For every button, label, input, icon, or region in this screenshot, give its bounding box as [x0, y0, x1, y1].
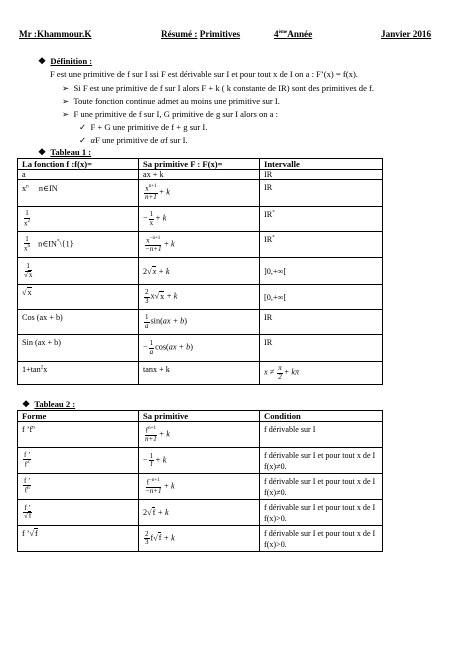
- primitive-cell: [139, 180, 260, 207]
- numerator: π: [278, 364, 282, 373]
- denominator: n+1: [145, 434, 157, 443]
- author-name: Mr :Khammour.K: [19, 29, 92, 39]
- expr-sign: −: [143, 213, 148, 223]
- primitive-cell: [139, 474, 260, 500]
- condition-cell: f dérivable sur I et pour tout x de I f(x)≠0.: [260, 474, 383, 500]
- form-cell: [18, 448, 139, 474]
- denominator-exponent: n: [27, 486, 30, 492]
- interval-text: IR: [264, 210, 273, 219]
- expr-tail: + k: [163, 481, 175, 491]
- interval-exponent: *: [272, 235, 275, 241]
- condition-tail: \{1}: [59, 239, 74, 249]
- numerator: 1: [25, 209, 29, 218]
- denominator: a: [149, 347, 154, 356]
- arrow-icon: ➢: [62, 83, 70, 93]
- table-row: [18, 362, 383, 385]
- expr-exponent: 2: [40, 365, 44, 371]
- radicand: x: [27, 288, 32, 297]
- expr-tail: + k: [158, 429, 170, 439]
- numerator: 1: [149, 339, 154, 348]
- condition-cell: f dérivable sur I et pour tout x de I f(x)>0.: [260, 526, 383, 552]
- expr-base: x: [22, 184, 27, 193]
- radicand: f: [152, 508, 156, 517]
- radicand: f: [158, 533, 162, 543]
- summary-title: [161, 30, 240, 39]
- denominator-radicand: x: [28, 270, 33, 279]
- numerator: 1: [149, 451, 154, 460]
- coefficient: 2: [143, 508, 148, 517]
- subpoint-1-text: F + G une primitive de f + g sur I.: [90, 122, 208, 132]
- interval-cell: IR: [260, 310, 383, 335]
- primitive-cell: 2√f + k: [139, 500, 260, 526]
- function-cell: [18, 232, 139, 258]
- header-function: La fonction f :f(x)=: [18, 159, 139, 170]
- table-row: [18, 422, 383, 448]
- table2-title: Tableau 2 :: [34, 399, 76, 409]
- point-1-text: Si F est une primitive de f sur I alors F + k ( k constante de IR) sont des primitives de f.: [73, 83, 375, 93]
- diamond-icon: ❖: [38, 147, 47, 157]
- numerator-base: x: [146, 236, 150, 245]
- expr-exponent: n: [26, 184, 29, 190]
- function-cell: √x: [18, 285, 139, 310]
- condition-cell: f dérivable sur I: [260, 422, 383, 448]
- year-word: Année: [287, 29, 313, 40]
- alpha-symbol: α: [160, 135, 165, 145]
- table-row: [18, 448, 383, 474]
- expr-tail: + k: [163, 533, 175, 543]
- table1-heading: [38, 148, 91, 157]
- condition-cell: f dérivable sur I et pour tout x de I f(x)≠0.: [260, 448, 383, 474]
- interval-cell: IR: [260, 180, 383, 207]
- table-row: [18, 232, 383, 258]
- numerator: 2: [145, 529, 149, 538]
- interval-exponent: *: [272, 210, 275, 216]
- fraction: [23, 236, 31, 253]
- expr-tail: + k: [166, 291, 178, 301]
- fraction: [23, 478, 31, 495]
- interval-cell: [0,+∞[: [260, 285, 383, 310]
- function-cell: [18, 258, 139, 285]
- denominator-exponent: n: [27, 244, 30, 250]
- check-icon: ✓: [79, 122, 87, 132]
- year-suffix: ème: [278, 30, 288, 35]
- table-row: [18, 500, 383, 526]
- summary-label: Résumé :: [161, 29, 198, 39]
- fraction: [144, 478, 162, 495]
- radicand: x: [160, 291, 165, 301]
- year-number: 4: [274, 29, 279, 40]
- numerator-base: x: [145, 184, 149, 193]
- primitive-cell: [139, 232, 260, 258]
- function-cell: Cos (ax + b): [18, 310, 139, 335]
- interval-cell: IR: [260, 170, 383, 180]
- subpoint-2-tail: f sur I.: [164, 135, 188, 145]
- header-primitive: Sa primitive: [139, 411, 260, 422]
- denominator: f: [150, 460, 153, 468]
- form-base: f ’: [22, 529, 30, 538]
- summary-topic: Primitives: [199, 29, 241, 39]
- primitive-cell: [139, 422, 260, 448]
- fraction: [144, 289, 150, 305]
- table-row: [18, 335, 383, 362]
- table1-title: Tableau 1 :: [50, 147, 92, 157]
- header-form: Forme: [18, 411, 139, 422]
- numerator-exponent: −n+1: [149, 235, 161, 241]
- radicand: x: [152, 266, 157, 276]
- function-cell: a: [18, 170, 139, 180]
- primitive-cell: − $\frac{1}{a}$ cos(ax + b): [139, 335, 260, 362]
- numerator-exponent: −n+1: [149, 477, 160, 483]
- table-row: [18, 526, 383, 552]
- radicand: f: [35, 529, 38, 538]
- point-2-text: Toute fonction continue admet au moins une primitive sur I.: [73, 96, 280, 106]
- numerator: 1: [145, 313, 149, 322]
- denominator: 2: [278, 372, 282, 381]
- interval-cell: [260, 362, 383, 385]
- interval-cell: IR: [260, 335, 383, 362]
- denominator-exponent: 2: [27, 218, 30, 224]
- numerator: 2: [145, 288, 149, 297]
- definition-subpoint-1: [79, 123, 207, 132]
- denominator: −n+1: [145, 486, 162, 495]
- denominator-exponent: 2: [27, 460, 30, 466]
- expr-condition: n∈IN: [38, 184, 58, 193]
- function-argument: ax + b: [162, 316, 185, 326]
- expr-base: 1+tan: [22, 365, 41, 374]
- fraction: $\frac{f ’}{√f}$: [24, 503, 32, 520]
- definition-title: Définition :: [50, 56, 93, 66]
- form-cell: f ’√f: [18, 526, 139, 552]
- interval-text: IR: [264, 235, 273, 244]
- diamond-icon: ❖: [22, 399, 31, 409]
- numerator: 1: [149, 210, 154, 219]
- numerator-exponent: n+1: [148, 184, 157, 190]
- expr-sign: −: [143, 455, 148, 465]
- school-year: [274, 30, 312, 39]
- subpoint-2-text: F une primitive de: [95, 135, 159, 145]
- fraction: $\frac{1}{√x}$: [24, 262, 33, 279]
- denominator-base: x: [24, 244, 28, 253]
- diamond-icon: ❖: [38, 56, 47, 66]
- definition-point-1: [62, 84, 374, 93]
- primitive-cell: ax + k: [139, 170, 260, 180]
- table-header-row: [18, 159, 383, 170]
- definition-subpoint-2: [79, 136, 188, 145]
- interval-tail: + kπ: [283, 367, 300, 377]
- condition-exponent: *: [56, 239, 60, 245]
- header-condition: Condition: [260, 411, 383, 422]
- fraction: [144, 184, 158, 201]
- definition-point-2: [62, 97, 280, 106]
- function-cell: Sin (ax + b): [18, 335, 139, 362]
- fraction: [149, 211, 155, 227]
- arrow-icon: ➢: [62, 109, 70, 119]
- table-row: [18, 310, 383, 335]
- expr-tail: + k: [158, 266, 170, 276]
- coefficient: 2: [143, 266, 148, 276]
- expr-condition: n∈IN: [38, 239, 57, 249]
- fraction: [144, 236, 162, 253]
- primitive-cell: $\frac{2}{3}$ x√x + k: [139, 285, 260, 310]
- expr-tail: x: [43, 365, 48, 374]
- denominator: 3: [145, 538, 149, 546]
- alpha-symbol: α: [90, 135, 96, 145]
- table-row: [18, 170, 383, 180]
- expr-tail: + k: [163, 239, 175, 249]
- condition-cell: f dérivable sur I et pour tout x de I f(x)>0.: [260, 500, 383, 526]
- expr-sign: −: [143, 342, 148, 352]
- forms-table: [17, 410, 383, 552]
- arrow-icon: ➢: [62, 96, 70, 106]
- point-3-text: F une primitive de f sur I, G primitive de g sur I alors on a :: [73, 109, 279, 119]
- denominator-radicand: f: [28, 512, 32, 520]
- primitive-cell: $\frac{2}{3}$ f√f + k: [139, 526, 260, 552]
- definition-text: F est une primitive de f sur I ssi F est dérivable sur I et pour tout x de I on a : F’(x) = f(x).: [50, 69, 358, 79]
- function-cell: [18, 362, 139, 385]
- definition-heading: [38, 57, 92, 66]
- form-cell: [18, 422, 139, 448]
- expr-middle: x: [150, 291, 155, 301]
- function-argument: ax + b: [168, 342, 191, 352]
- numerator: f ’: [24, 450, 31, 459]
- fraction: [149, 340, 155, 356]
- primitive-cell: $\frac{1}{a}$ sin(ax + b): [139, 310, 260, 335]
- fraction: [144, 426, 158, 443]
- primitive-cell: [139, 448, 260, 474]
- numerator: 1: [25, 234, 29, 243]
- form-cell: [18, 474, 139, 500]
- form-exponent: n: [32, 425, 35, 431]
- table-row: [18, 180, 383, 207]
- fraction: [149, 453, 155, 469]
- primitive-cell: tanx + k: [139, 362, 260, 385]
- fraction: [144, 314, 150, 330]
- expr-tail: + k: [158, 187, 170, 197]
- table-header-row: [18, 411, 383, 422]
- function-cell: [18, 180, 139, 207]
- header-interval: Intervalle: [260, 159, 383, 170]
- table-row: [18, 207, 383, 232]
- numerator-exponent: n+1: [148, 425, 156, 431]
- numerator-base: f: [145, 426, 149, 435]
- fraction: [277, 365, 283, 381]
- denominator: n+1: [145, 193, 157, 202]
- form-cell: [18, 500, 139, 526]
- expr-tail: + k: [157, 508, 169, 517]
- interval-prefix: x ≠: [264, 367, 275, 377]
- primitive-cell: 2√x + k: [139, 258, 260, 285]
- expr-middle: f: [150, 533, 154, 543]
- primitive-cell: [139, 207, 260, 232]
- fraction: [144, 531, 150, 547]
- definition-point-3: [62, 110, 278, 119]
- denominator: 3: [145, 296, 149, 305]
- header-primitive: Sa primitive F : F(x)=: [139, 159, 260, 170]
- table-row: [18, 285, 383, 310]
- function-name: cos: [155, 342, 167, 352]
- interval-cell: ]0,+∞[: [260, 258, 383, 285]
- numerator-base: f: [146, 478, 150, 487]
- denominator: −n+1: [145, 244, 162, 253]
- document-date: Janvier 2016: [381, 29, 432, 39]
- check-icon: ✓: [79, 135, 87, 145]
- denominator: a: [145, 321, 149, 330]
- function-name: sin: [150, 316, 161, 326]
- denominator-base: f: [24, 460, 28, 469]
- function-cell: [18, 207, 139, 232]
- expr-tail: + k: [155, 213, 167, 223]
- fraction: [23, 210, 31, 227]
- table2-heading: [22, 400, 75, 409]
- form-base: f ’f: [22, 425, 33, 434]
- fraction: [23, 452, 31, 469]
- numerator: f ’: [24, 503, 31, 512]
- denominator-base: f: [24, 486, 28, 495]
- numerator: 1: [26, 262, 30, 271]
- table-row: [18, 474, 383, 500]
- expr-tail: + k: [155, 455, 167, 465]
- denominator-base: x: [24, 219, 28, 228]
- primitives-table: [17, 158, 383, 385]
- table-row: [18, 258, 383, 285]
- interval-cell: [260, 207, 383, 232]
- denominator: x: [149, 218, 154, 227]
- interval-cell: [260, 232, 383, 258]
- numerator: f ’: [24, 476, 31, 485]
